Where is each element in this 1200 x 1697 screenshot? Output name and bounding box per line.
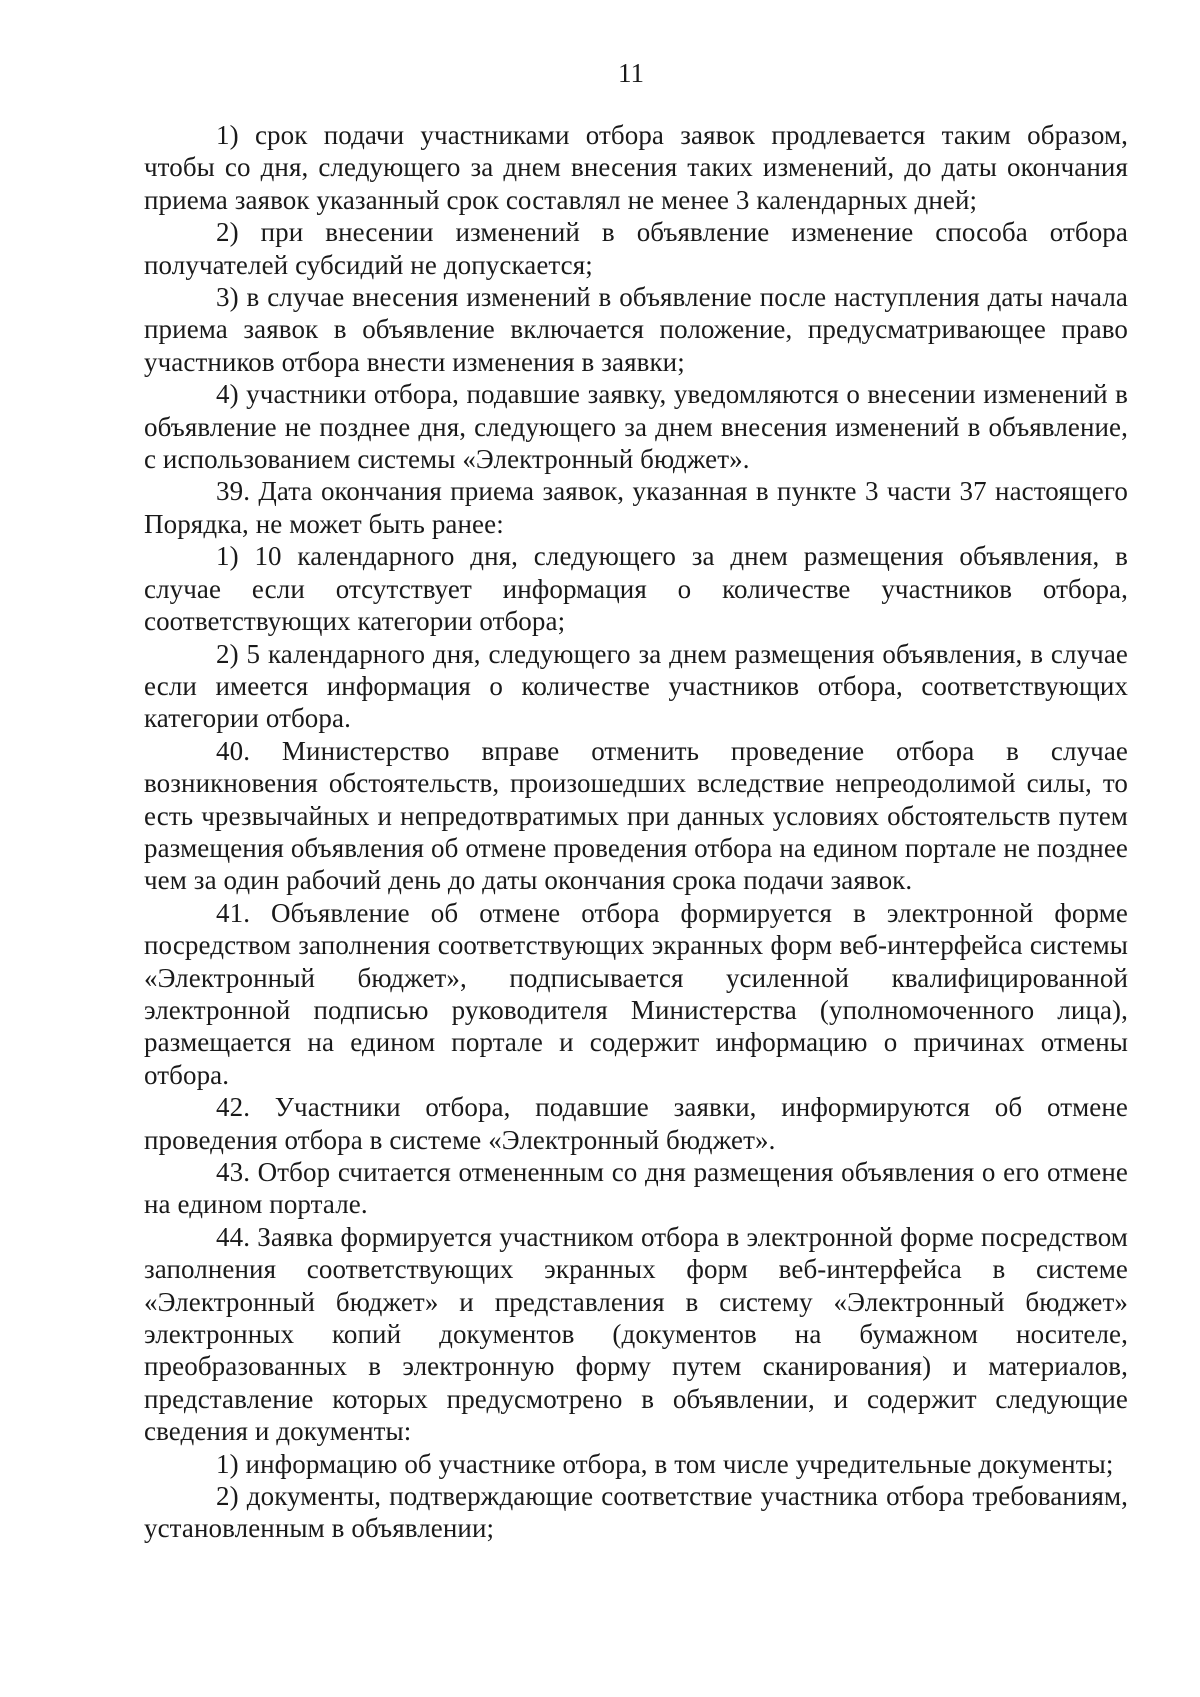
paragraph-44: 44. Заявка формируется участником отбора в электронной форме посредством заполнения соответствующих экранных форм веб-интерфейса в системе «Электронный бюджет» и представления в систему «Электронный бюджет» электронных копий документов (документов на бумажном носителе, преобразованных в электронную форму путем сканирования) и материалов, представление которых предусмотрено в объявлении, и содержит следующие сведения и документы:	[144, 1221, 1128, 1447]
paragraph-38-item-3: 3) в случае внесения изменений в объявление после наступления даты начала приема заявок в объявление включается положение, предусматривающее право участников отбора внести изменения в заявки;	[144, 282, 1128, 377]
paragraph-42: 42. Участники отбора, подавшие заявки, информируются об отмене проведения отбора в системе «Электронный бюджет».	[144, 1092, 1128, 1155]
paragraph-38-item-4: 4) участники отбора, подавшие заявку, уведомляются о внесении изменений в объявление не позднее дня, следующего за днем внесения изменений в объявление, с использованием системы «Электронный бюджет».	[144, 379, 1128, 475]
paragraph-38-item-1: 1) срок подачи участниками отбора заявок продлевается таким образом, чтобы со дня, следующего за днем внесения таких изменений, до даты окончания приема заявок указанный срок составлял не менее 3 календарных дней;	[144, 120, 1128, 215]
paragraph-39-item-2: 2) 5 календарного дня, следующего за днем размещения объявления, в случае если имеется информация о количестве участников отбора, соответствующих категории отбора.	[144, 638, 1128, 734]
paragraph-44-item-2: 2) документы, подтверждающие соответствие участника отбора требованиям, установленным в объявлении;	[144, 1481, 1128, 1544]
paragraph-39: 39. Дата окончания приема заявок, указанная в пункте 3 части 37 настоящего Порядка, не может быть ранее:	[144, 476, 1128, 539]
paragraph-38-item-2: 2) при внесении изменений в объявление изменение способа отбора получателей субсидий не допускается;	[144, 217, 1128, 280]
paragraph-40: 40. Министерство вправе отменить проведение отбора в случае возникновения обстоятельств, произошедших вследствие непреодолимой силы, то есть чрезвычайных и непредотвратимых при данных условиях обстоятельств путем размещения объявления об отмене проведения отбора на едином портале не позднее чем за один рабочий день до даты окончания срока подачи заявок.	[144, 735, 1128, 896]
paragraph-43: 43. Отбор считается отмененным со дня размещения объявления о его отмене на едином портале.	[144, 1157, 1128, 1220]
page-number: 11	[618, 58, 644, 88]
document-body	[144, 119, 1128, 1545]
paragraph-39-item-1: 1) 10 календарного дня, следующего за днем размещения объявления, в случае если отсутствует информация о количестве участников отбора, соответствующих категории отбора;	[144, 541, 1128, 637]
paragraph-41: 41. Объявление об отмене отбора формируется в электронной форме посредством заполнения соответствующих экранных форм веб-интерфейса системы «Электронный бюджет», подписывается усиленной квалифицированной электронной подписью руководителя Министерства (уполномоченного лица), размещается на едином портале и содержит информацию о причинах отмены отбора.	[144, 897, 1128, 1090]
paragraph-44-item-1: 1) информацию об участнике отбора, в том числе учредительные документы;	[216, 1448, 1114, 1479]
